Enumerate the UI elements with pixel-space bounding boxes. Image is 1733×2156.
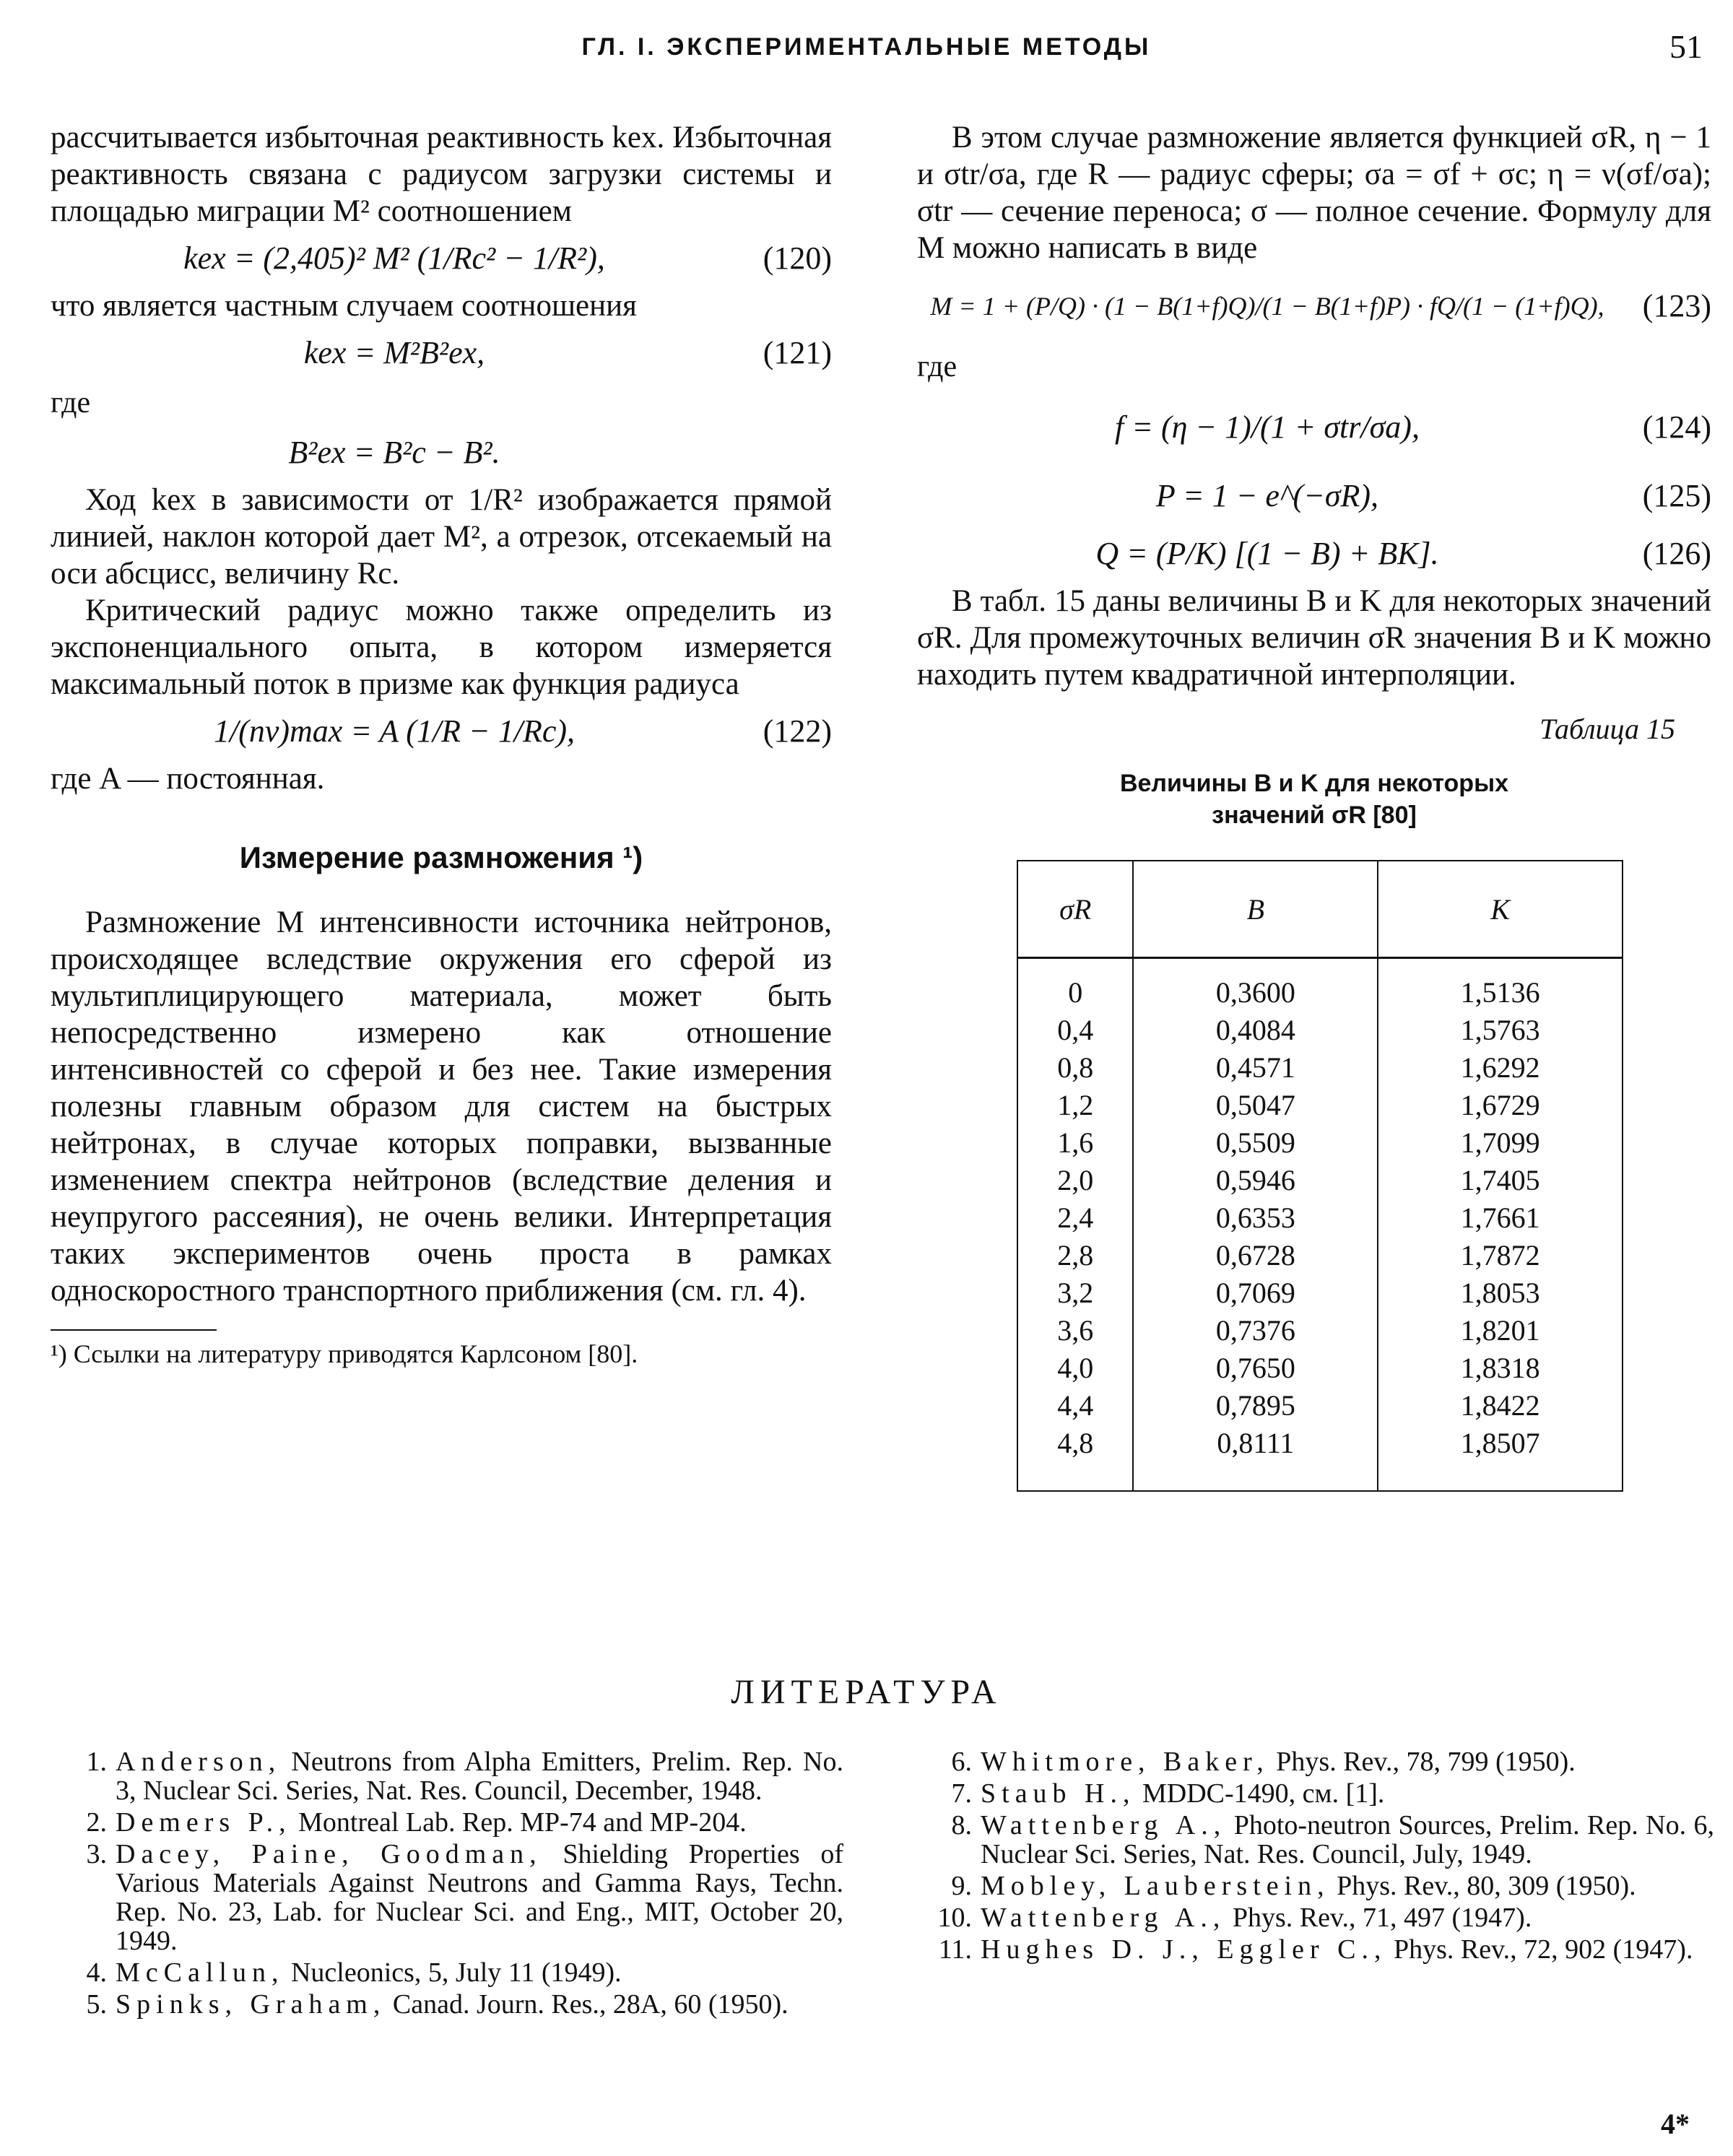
reference-author: Anderson, <box>116 1747 282 1777</box>
reference-item <box>921 1747 1714 1776</box>
paragraph: Ход kex в зависимости от 1/R² изображается прямой линией, наклон которой дает M², а отрезок, отсекаемый на оси абсцисс, величину Rc. <box>51 483 832 591</box>
page-header <box>0 27 1733 71</box>
equation-body: M = 1 + (P/Q) · (1 − B(1+f)Q)/(1 − B(1+f)P) · fQ/(1 − (1+f)Q), <box>930 292 1604 321</box>
table-row <box>1017 1012 1623 1049</box>
reference-body: MDDC-1490, см. [1]. <box>1142 1778 1385 1809</box>
table-cell: 1,7661 <box>1378 1199 1623 1237</box>
reference-text <box>116 1808 843 1837</box>
reference-body: Shielding Properties of Various Materials Against Neutrons and Gamma Rays, Techn. Rep. No. 23, Lab. for Nuclear Sci. and Eng., MIT, October 20, 1949. <box>116 1839 844 1956</box>
table-cell: 1,8422 <box>1378 1387 1623 1425</box>
table-cell: 0,8 <box>1017 1049 1133 1087</box>
table-cell: 1,2 <box>1017 1087 1133 1124</box>
table-cell: 0,7376 <box>1133 1312 1378 1349</box>
reference-body: Photo-neutron Sources, Prelim. Rep. No. 6, Nuclear Sci. Series, Nat. Res. Council, July, 1949. <box>981 1810 1715 1869</box>
reference-body: Montreal Lab. Rep. MP-74 and MP-204. <box>298 1807 747 1838</box>
table-cell: 0 <box>1017 958 1133 1012</box>
equation-122 <box>51 703 832 760</box>
table-cell: 2,8 <box>1017 1237 1133 1274</box>
equation-number: (121) <box>763 335 832 370</box>
reference-text <box>116 1958 843 1987</box>
table-cell: 1,5136 <box>1378 958 1623 1012</box>
reference-item <box>921 1811 1714 1869</box>
literature-title: ЛИТЕРАТУРА <box>731 1673 1002 1711</box>
reference-number: 11. <box>938 1934 972 1965</box>
reference-item <box>56 1747 843 1805</box>
table-cell: 0,6353 <box>1133 1199 1378 1237</box>
table-row <box>1017 1237 1623 1274</box>
table-cell: 1,8318 <box>1378 1349 1623 1387</box>
table-cell: 0,8111 <box>1133 1425 1378 1491</box>
table-cell: 3,2 <box>1017 1274 1133 1312</box>
equation-body: f = (η − 1)/(1 + σtr/σa), <box>1115 409 1420 445</box>
table-row <box>1017 1199 1623 1237</box>
reference-author: Wattenberg A., <box>981 1903 1226 1933</box>
reference-text <box>116 1840 843 1955</box>
reference-number: 4. <box>86 1957 107 1988</box>
table-caption: Таблица 15 <box>1539 713 1675 745</box>
table-cell: 0,5509 <box>1133 1124 1378 1162</box>
reference-author: Mobley, Lauberstein, <box>981 1871 1330 1901</box>
table-cell: 2,0 <box>1017 1162 1133 1199</box>
running-head: ГЛ. I. ЭКСПЕРИМЕНТАЛЬНЫЕ МЕТОДЫ <box>581 33 1152 61</box>
table-cell: 3,6 <box>1017 1312 1133 1349</box>
reference-number: 10. <box>937 1903 972 1933</box>
table-cell: 1,7405 <box>1378 1162 1623 1199</box>
table-row <box>1017 1049 1623 1087</box>
reference-author: Dacey, Paine, Goodman, <box>116 1839 542 1869</box>
table-cell: 0,7650 <box>1133 1349 1378 1387</box>
reference-author: Whitmore, Baker, <box>981 1747 1269 1777</box>
table-cell: 0,5047 <box>1133 1087 1378 1124</box>
reference-author: McCallun, <box>116 1957 285 1988</box>
paragraph: рассчитывается избыточная реактивность kex. Избыточная реактивность связана с радиусом загрузки системы и площадью миграции M² соотношением <box>51 121 832 228</box>
reference-item <box>56 1840 843 1955</box>
reference-number: 7. <box>951 1778 972 1809</box>
equation-123 <box>917 266 1711 346</box>
table-cell: 0,4084 <box>1133 1012 1378 1049</box>
table-row <box>1017 1274 1623 1312</box>
reference-text <box>116 1990 843 2019</box>
reference-item <box>56 1808 843 1837</box>
table-row <box>1017 1425 1623 1491</box>
reference-item <box>56 1990 843 2019</box>
table-row <box>1017 1124 1623 1162</box>
reference-item <box>921 1779 1714 1808</box>
reference-body: Phys. Rev., 71, 497 (1947). <box>1232 1903 1532 1933</box>
reference-number: 2. <box>86 1807 107 1838</box>
equation-number: (122) <box>763 713 832 749</box>
reference-body: Phys. Rev., 78, 799 (1950). <box>1276 1747 1576 1777</box>
equation-body: kex = (2,405)² M² (1/Rc² − 1/R²), <box>183 240 605 276</box>
table-header-cell: σR <box>1017 861 1133 958</box>
reference-text <box>981 1747 1714 1776</box>
table-header-cell: K <box>1378 861 1623 958</box>
paragraph: В табл. 15 даны величины B и K для некоторых значений σR. Для промежуточных величин σR значения B и K можно находить путем квадратичной интерполяции. <box>917 584 1711 692</box>
reference-number: 9. <box>951 1871 972 1901</box>
table-cell: 1,6 <box>1017 1124 1133 1162</box>
signature-mark: 4* <box>1661 2108 1690 2140</box>
table-row <box>1017 958 1623 1012</box>
reference-author: Spinks, Graham, <box>116 1989 386 2020</box>
equation-124 <box>917 388 1711 467</box>
equation-126 <box>917 525 1711 583</box>
table-cell: 0,7895 <box>1133 1387 1378 1425</box>
section-title: Измерение размножения ¹) <box>239 840 643 874</box>
paragraph: где A — постоянная. <box>51 762 325 796</box>
reference-body: Phys. Rev., 72, 902 (1947). <box>1393 1934 1693 1965</box>
page-number: 51 <box>1669 28 1703 65</box>
table-row <box>1017 1349 1623 1387</box>
reference-author: Staub H., <box>981 1778 1136 1809</box>
paragraph: В этом случае размножение является функцией σR, η − 1 и σtr/σa, где R — радиус сферы; σa = σf + σc; η = ν(σf/σa); σtr — сечение переноса; σ — полное сечение. Формулу для M можно написать в виде <box>917 121 1711 265</box>
reference-body: Canad. Journ. Res., 28A, 60 (1950). <box>392 1989 789 2020</box>
table-row <box>1017 1312 1623 1349</box>
table-title-line: Величины B и K для некоторых <box>1119 770 1509 797</box>
reference-number: 6. <box>951 1747 972 1777</box>
equation-number: (120) <box>763 240 832 276</box>
left-column <box>51 119 832 1370</box>
table-cell: 1,8201 <box>1378 1312 1623 1349</box>
table-cell: 0,3600 <box>1133 958 1378 1012</box>
table-cell: 0,7069 <box>1133 1274 1378 1312</box>
table-cell: 0,4 <box>1017 1012 1133 1049</box>
reference-item <box>56 1958 843 1987</box>
reference-text <box>981 1811 1714 1869</box>
equation-body: Q = (P/K) [(1 − B) + BK]. <box>1095 536 1439 571</box>
table-title <box>917 768 1711 831</box>
reference-author: Wattenberg A., <box>981 1810 1227 1840</box>
reference-text <box>981 1903 1714 1932</box>
references-right <box>921 1747 1714 1967</box>
reference-author: Demers P., <box>116 1807 292 1838</box>
table-cell: 1,6292 <box>1378 1049 1623 1087</box>
footnote-rule <box>51 1329 217 1331</box>
equation-body: kex = M²B²ex, <box>303 335 485 370</box>
footnote: ¹) Ссылки на литературу приводятся Карлсоном [80]. <box>51 1339 638 1368</box>
values-table <box>1017 860 1623 1492</box>
reference-body: Phys. Rev., 80, 309 (1950). <box>1337 1871 1636 1901</box>
reference-item <box>921 1903 1714 1932</box>
reference-text <box>116 1747 843 1805</box>
reference-number: 5. <box>86 1989 107 2020</box>
equation-body: B²ex = B²c − B². <box>288 435 500 470</box>
table-row <box>1017 1162 1623 1199</box>
table-cell: 2,4 <box>1017 1199 1133 1237</box>
equation-120 <box>51 230 832 287</box>
table-title-line: значений σR [80] <box>1212 801 1417 829</box>
equation-121 <box>51 324 832 382</box>
equation-number: (125) <box>1642 478 1711 513</box>
equation-number: (124) <box>1642 409 1711 445</box>
table-header-cell: B <box>1133 861 1378 958</box>
reference-text <box>981 1872 1714 1900</box>
equation-number: (126) <box>1642 536 1711 571</box>
table-cell: 1,7099 <box>1378 1124 1623 1162</box>
table-cell: 1,7872 <box>1378 1237 1623 1274</box>
table-cell: 4,0 <box>1017 1349 1133 1387</box>
table-cell: 1,5763 <box>1378 1012 1623 1049</box>
reference-body: Neutrons from Alpha Emitters, Prelim. Rep. No. 3, Nuclear Sci. Series, Nat. Res. Council, December, 1948. <box>116 1747 843 1806</box>
references-left <box>56 1747 843 2022</box>
table-cell: 0,4571 <box>1133 1049 1378 1087</box>
table-row <box>1017 1087 1623 1124</box>
right-column <box>917 119 1711 1492</box>
table-cell: 1,8053 <box>1378 1274 1623 1312</box>
reference-number: 8. <box>951 1810 972 1840</box>
reference-number: 1. <box>86 1747 107 1777</box>
table-row <box>1017 1387 1623 1425</box>
equation-body: 1/(nv)max = A (1/R − 1/Rc), <box>213 713 576 749</box>
equation-body: P = 1 − e^(−σR), <box>1155 478 1379 513</box>
reference-item <box>921 1935 1714 1964</box>
table-cell: 4,4 <box>1017 1387 1133 1425</box>
reference-text <box>981 1935 1714 1964</box>
paragraph: Размножение M интенсивности источника нейтронов, происходящее вследствие окружения его сферой из мультиплицирующего материала, может быть непосредственно измерено как отношение интенсивностей со сферой и без нее. Такие измерения полезны главным образом для систем на быстрых нейтронах, в случае которых поправки, вызванные изменением спектра нейтронов (вследствие деления и неупругого рассеяния), не очень велики. Интерпретация таких экспериментов очень проста в рамках односкоростного транспортного приближения (см. гл. 4). <box>51 905 832 1308</box>
reference-text <box>981 1779 1714 1808</box>
equation-125 <box>917 467 1711 525</box>
paragraph: что является частным случаем соотношения <box>51 289 637 323</box>
table-cell: 1,6729 <box>1378 1087 1623 1124</box>
table-cell: 1,8507 <box>1378 1425 1623 1491</box>
equation-number: (123) <box>1642 288 1711 323</box>
reference-body: Nucleonics, 5, July 11 (1949). <box>290 1957 622 1988</box>
table-cell: 0,6728 <box>1133 1237 1378 1274</box>
where-label: где <box>51 386 91 420</box>
reference-author: Hughes D. J., Eggler C., <box>981 1934 1387 1965</box>
table-cell: 0,5946 <box>1133 1162 1378 1199</box>
reference-item <box>921 1872 1714 1900</box>
table-cell: 4,8 <box>1017 1425 1133 1491</box>
paragraph: Критический радиус можно также определить из экспоненциального опыта, в котором измеряется максимальный поток в призме как функция радиуса <box>51 594 832 701</box>
where-label: где <box>917 350 957 383</box>
equation-b-ex <box>51 424 832 482</box>
reference-number: 3. <box>86 1839 107 1869</box>
